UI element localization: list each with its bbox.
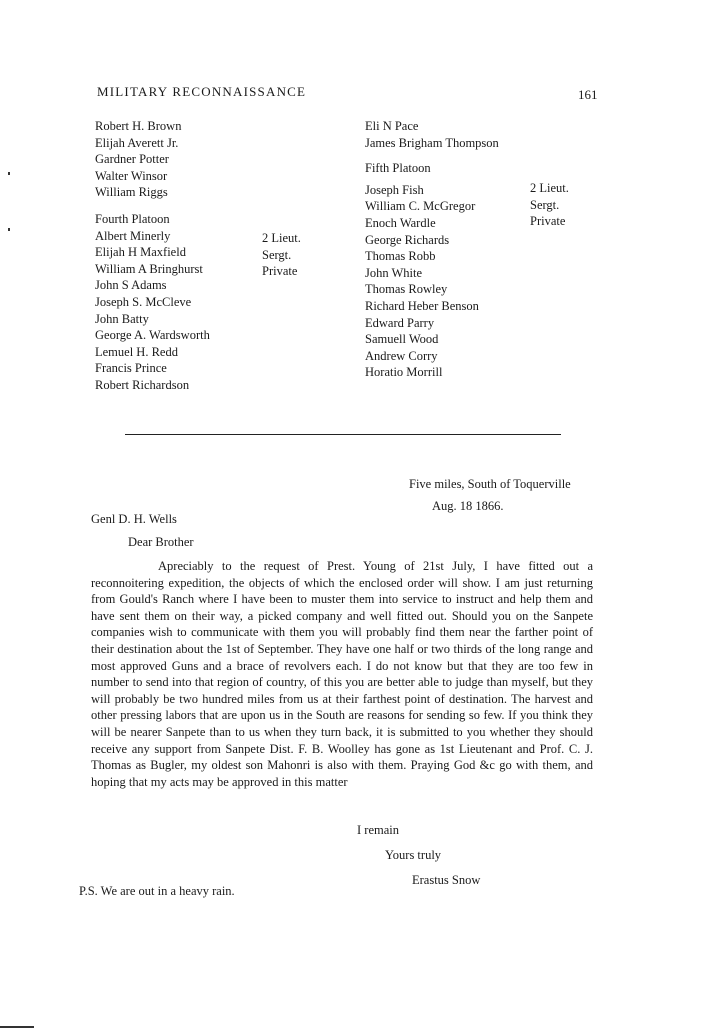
roster-name: John S Adams bbox=[95, 278, 167, 293]
letter-closing: I remain bbox=[357, 823, 399, 837]
roster-name: Robert Richardson bbox=[95, 377, 190, 392]
roster-name: John White bbox=[365, 265, 423, 280]
roster-name: Joseph S. McCleve bbox=[95, 294, 192, 309]
rank-label: 2 Lieut. bbox=[530, 181, 569, 195]
roster-left bbox=[95, 118, 210, 394]
roster-name: Elijah Averett Jr. bbox=[95, 135, 179, 150]
roster-left-ranks bbox=[262, 230, 301, 280]
letter-closing: Yours truly bbox=[385, 848, 442, 862]
roster-name: Edward Parry bbox=[365, 315, 435, 330]
roster-name: Andrew Corry bbox=[365, 348, 438, 363]
roster-name: John Batty bbox=[95, 311, 149, 326]
roster-name: Thomas Rowley bbox=[365, 282, 448, 297]
roster-name: Albert Minerly bbox=[95, 228, 171, 243]
roster-name: George A. Wardsworth bbox=[95, 328, 210, 343]
roster-name: Joseph Fish bbox=[365, 182, 424, 197]
letter-body: Apreciably to the request of Prest. Young of 21st July, I have fitted out a reconnoitering expedition, the objects of which the enclosed order will show. I am just returning from Gould's Ranch where I have been to muster them into service to instruct and help them and have sent them on their way, a picked company and well fitted out. Should you on the Sanpete companies wish to communicate with them you will probably find them near the farther point of their destination about the 1st of September. They have one half or two thirds of the long range and most approved Guns and a brace of revolvers each. I do not know but that they are too few in number to send into that region of country, of this you are better able to judge than myself, but they will probably be two hundred miles from us at their farthest point of destination. The harvest and other pressing labors that are upon us in the South are reasons for sending so few. If you think they will be nearer Sanpete than to us when they turn back, it is submitted to you whether they should receive any support from Sanpete Dist. F. B. Woolley has gone as 1st Lieutenant and Prof. C. J. Thomas as Bugler, my oldest son Mahonri is also with them. Praying God &c go with them, and hoping that my acts may be approved in this matter bbox=[91, 559, 593, 789]
letter-place: Five miles, South of Toquerville bbox=[409, 477, 571, 491]
roster-right bbox=[365, 118, 499, 381]
roster-name: Enoch Wardle bbox=[365, 215, 436, 230]
roster-name: Horatio Morrill bbox=[365, 365, 443, 380]
roster-name: Francis Prince bbox=[95, 361, 167, 376]
platoon-heading: Fifth Platoon bbox=[365, 161, 431, 176]
rank-label: Private bbox=[262, 264, 298, 279]
roster-right-ranks bbox=[530, 180, 569, 230]
roster-name: William C. McGregor bbox=[365, 199, 476, 214]
letter-salutation: Dear Brother bbox=[128, 535, 194, 549]
roster-name: James Brigham Thompson bbox=[365, 135, 499, 150]
roster-name: Lemuel H. Redd bbox=[95, 344, 178, 359]
rank-label: 2 Lieut. bbox=[262, 231, 301, 245]
letter-postscript: P.S. We are out in a heavy rain. bbox=[79, 884, 235, 898]
roster-name: Walter Winsor bbox=[95, 168, 168, 183]
letter-addressee: Genl D. H. Wells bbox=[91, 512, 177, 526]
section-divider bbox=[125, 434, 561, 435]
scan-speck bbox=[8, 172, 10, 175]
roster-name: Richard Heber Benson bbox=[365, 298, 479, 313]
letter-signature: Erastus Snow bbox=[412, 873, 481, 887]
roster-name: William Riggs bbox=[95, 185, 168, 200]
platoon-heading: Fourth Platoon bbox=[95, 211, 170, 226]
roster-name: Elijah H Maxfield bbox=[95, 245, 186, 260]
scan-edge-mark bbox=[0, 1026, 34, 1028]
roster-name: Robert H. Brown bbox=[95, 119, 182, 133]
rank-label: Private bbox=[530, 214, 566, 229]
roster-name: Samuell Wood bbox=[365, 332, 439, 347]
roster-name: William A Bringhurst bbox=[95, 261, 203, 276]
scan-speck bbox=[8, 228, 10, 231]
roster-name: Thomas Robb bbox=[365, 249, 436, 264]
roster-name: Eli N Pace bbox=[365, 119, 419, 133]
rank-label: Sergt. bbox=[262, 247, 292, 262]
running-header: MILITARY RECONNAISSANCE bbox=[97, 84, 307, 99]
letter-date: Aug. 18 1866. bbox=[432, 499, 504, 513]
roster-name: George Richards bbox=[365, 232, 450, 247]
page-number: 161 bbox=[578, 87, 598, 102]
roster-name: Gardner Potter bbox=[95, 152, 169, 167]
rank-label: Sergt. bbox=[530, 197, 560, 212]
